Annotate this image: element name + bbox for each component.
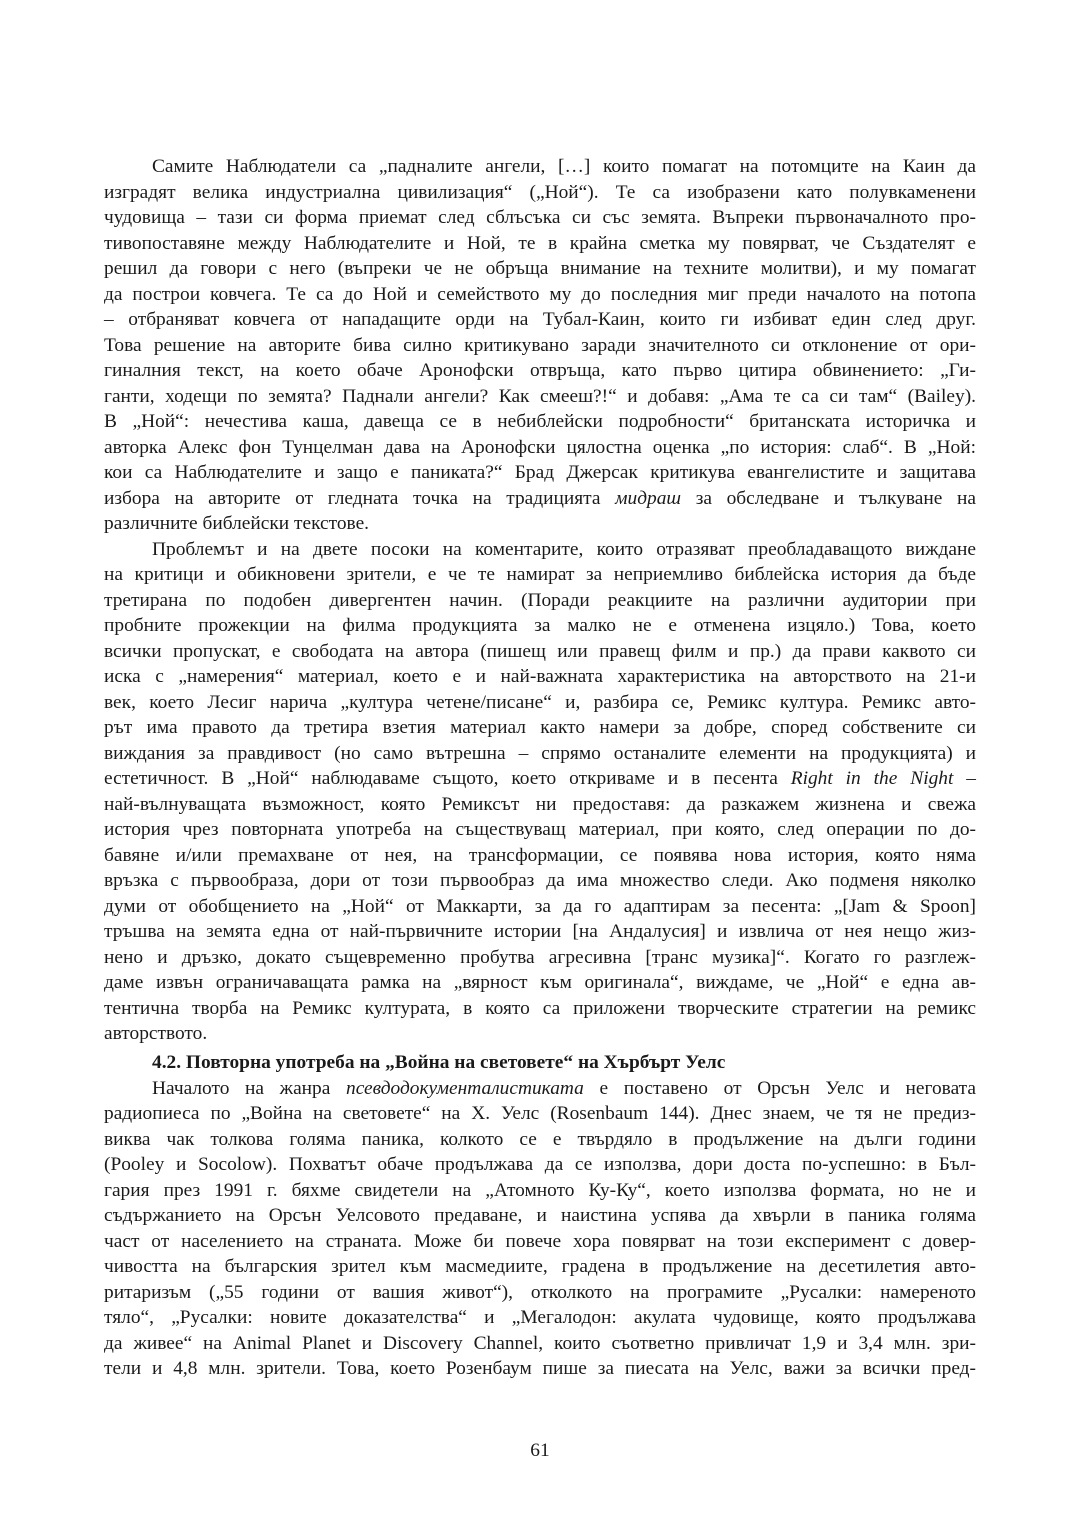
text-line: съдържанието на Орсън Уелсовото предаване, и наистина успява да хвърли в паника голяма: [104, 1205, 976, 1226]
text-line: най-вълнуващата възможност, която Ремиксът ни предоставя: да разкажем жизнена и свежа: [104, 793, 976, 815]
text-line: история чрез повторната употреба на съществуващ материал, при която, след операции по до-: [104, 819, 976, 840]
text-line: век, което Лесиг нарича „култура четене/писане“ и, разбира се, Ремикс култура. Ремикс авто-: [104, 691, 976, 713]
text-line: част от населението на страната. Може би повече хора повярват на този експеримент с довер-: [104, 1230, 976, 1252]
text-line: Самите Наблюдатели са „падналите ангели, […] които помагат на потомците на Каин да: [152, 156, 976, 177]
text-line: ганти, ходещи по земята? Паднали ангели? Как смееш?!“ и добавя: „Ама те са си там“ (Bailey).: [104, 385, 976, 407]
text-run: –: [953, 768, 976, 789]
text-line: (Pooley и Socolow). Похватът обаче продължава да се използва, дори доста по-успешно: в Бъл-: [104, 1154, 976, 1175]
text-line: на критици и обикновени зрители, е че те намират за неприемливо библейска история да бъде: [104, 564, 976, 585]
text-line: рът има правото да третира взетия материал както намери за добре, според собствените си: [104, 717, 976, 738]
section-heading: 4.2. Повторна употреба на „Война на световете“ на Хърбърт Уелс: [152, 1052, 726, 1073]
text-line: иска с „намерения“ материал, което е и най-важната характеристика на авторството на 21-и: [104, 666, 976, 687]
text-line: ритаризъм („55 години от вашия живот“), отколкото на програмите „Русалки: намереното: [104, 1281, 976, 1303]
text-line: тръшва на земята една от най-първичните истории [на Андалусия] и извлича от нея нещо жиз-: [104, 921, 976, 942]
section-body: [104, 154, 976, 1047]
text-line: всички пропускат, е свободата на автора (пишещ или правещ филм и пр.) да прави каквото си: [104, 640, 976, 662]
text-line: [104, 486, 976, 512]
text-line: Проблемът и на двете посоки на коментарите, които отразяват преобладаващото виждане: [152, 538, 976, 560]
text-line: третирана по подобен дивергентен начин. (Поради реакциите на различни аудитории при: [104, 589, 976, 611]
text-line: гария през 1991 г. бяхме свидетели на „Атомното Ку-Ку“, което използва формата, но не и: [104, 1179, 976, 1201]
text-line: чудовища – тази си форма приемат след сблъсъка си със земята. Въпреки първоначалното про-: [104, 207, 976, 228]
text-line: нено и дръзко, докато същевременно пробутва агресивна [транс музика]“. Когато го разглеж-: [104, 946, 976, 968]
text-line: авторка Алекс фон Тунцелман дава на Аронофски цялостна оценка „по история: слаб“. В „Ной:: [104, 436, 976, 458]
text-line: радиопиеса по „Война на световете“ на Х. Уелс (Rosenbaum 144). Днес знаем, че тя не предиз-: [104, 1103, 976, 1124]
text-run: избора на авторите от гледната точка на традицията: [104, 487, 616, 509]
text-line: виждания за правдивост (но само вътрешна – спрямо останалите елементи на продукцията) и: [104, 742, 976, 764]
text-line: чивостта на българския зрител към масмедиите, градена в продължение на десетилетия авто-: [104, 1256, 976, 1277]
text-line: различните библейски текстове.: [104, 513, 370, 534]
text-line: думи от обобщението на „Ной“ от Маккарти, за да го адаптирам за песента: „[Jam & Spoon]: [104, 895, 976, 917]
text-line: тивопоставяне между Наблюдателите и Ной, те в крайна сметка му повярват, че Създателят е: [104, 232, 976, 254]
text-line: – отбраняват ковчега от нападащите орди на Тубал-Каин, които ги избиват един след друг.: [104, 309, 976, 330]
text-line: [104, 1076, 976, 1102]
text-line: гиналния текст, на което обаче Аронофски отвръща, като първо цитира обвинението: „Ги-: [104, 360, 976, 381]
text-line: връзка с първообраза, дори от този първообраз да има множество следи. Ако подменя няколко: [104, 870, 976, 891]
italic-term: мидраш: [615, 487, 682, 509]
text-line: да построи ковчега. Те са до Ной и семейството му до последния миг преди началото на потопа: [104, 283, 976, 305]
text-line: бавяне и/или премахване от нея, на трансформации, се появява нова история, която няма: [104, 844, 976, 866]
text-run: естетичност. В „Ной“ наблюдаваме същото, което откриваме и в песента: [104, 768, 791, 789]
italic-song-title: Right in the Night: [790, 768, 954, 789]
text-line: да живее“ на Animal Planet и Discovery Channel, които съответно привличат 1,9 и 3,4 млн. зри-: [104, 1332, 976, 1354]
italic-genre: псевдодокументалистиката: [346, 1077, 584, 1099]
text-line: кои са Наблюдателите и защо е паниката?“ Брад Джерсак критикува евангелистите и защитава: [104, 462, 976, 483]
text-line: В „Ной“: нечестива каша, давеща се в небиблейски подробности“ британската историчка и: [104, 411, 976, 432]
text-line: даме извън ограничаващата рамка на „вярност към оригинала“, виждаме, че „Ной“ е една ав-: [104, 972, 976, 993]
text-run: за обследване и тълкуване на: [681, 487, 976, 509]
text-run: Началото на жанра: [152, 1077, 347, 1099]
text-line: тели и 4,8 млн. зрители. Това, което Розенбаум пише за пиесата на Уелс, важи за всички пред-: [104, 1358, 976, 1379]
text-line: [104, 766, 976, 792]
text-line: изградят велика индустриална цивилизация“ („Ной“). Те са изобразени като полувкаменени: [104, 181, 976, 203]
text-run: е поставено от Орсън Уелс и неговата: [583, 1077, 976, 1099]
page-number: 61: [530, 1440, 550, 1461]
text-line: виква чак толкова голяма паника, колкото се е твърдяло в продължение на дълги години: [104, 1128, 976, 1150]
text-line: решил да говори с него (въпреки че не обръща внимание на техните молитви), и му помагат: [104, 258, 976, 279]
text-line: тяло“, „Русалки: новите доказателства“ и „Мегалодон: акулата чудовище, която продължава: [104, 1307, 976, 1328]
text-line: Това решение на авторите бива силно критикувано заради значителното си отклонение от ори-: [104, 334, 976, 356]
text-line: авторството.: [104, 1023, 208, 1044]
text-line: пробните прожекции на филма продукцията за малко не е отменена изцяло.) Това, което: [104, 615, 976, 636]
section-4-2: [104, 1050, 976, 1382]
text-line: тентична творба на Ремикс културата, в която са приложени творческите стратегии на ремикс: [104, 997, 976, 1019]
